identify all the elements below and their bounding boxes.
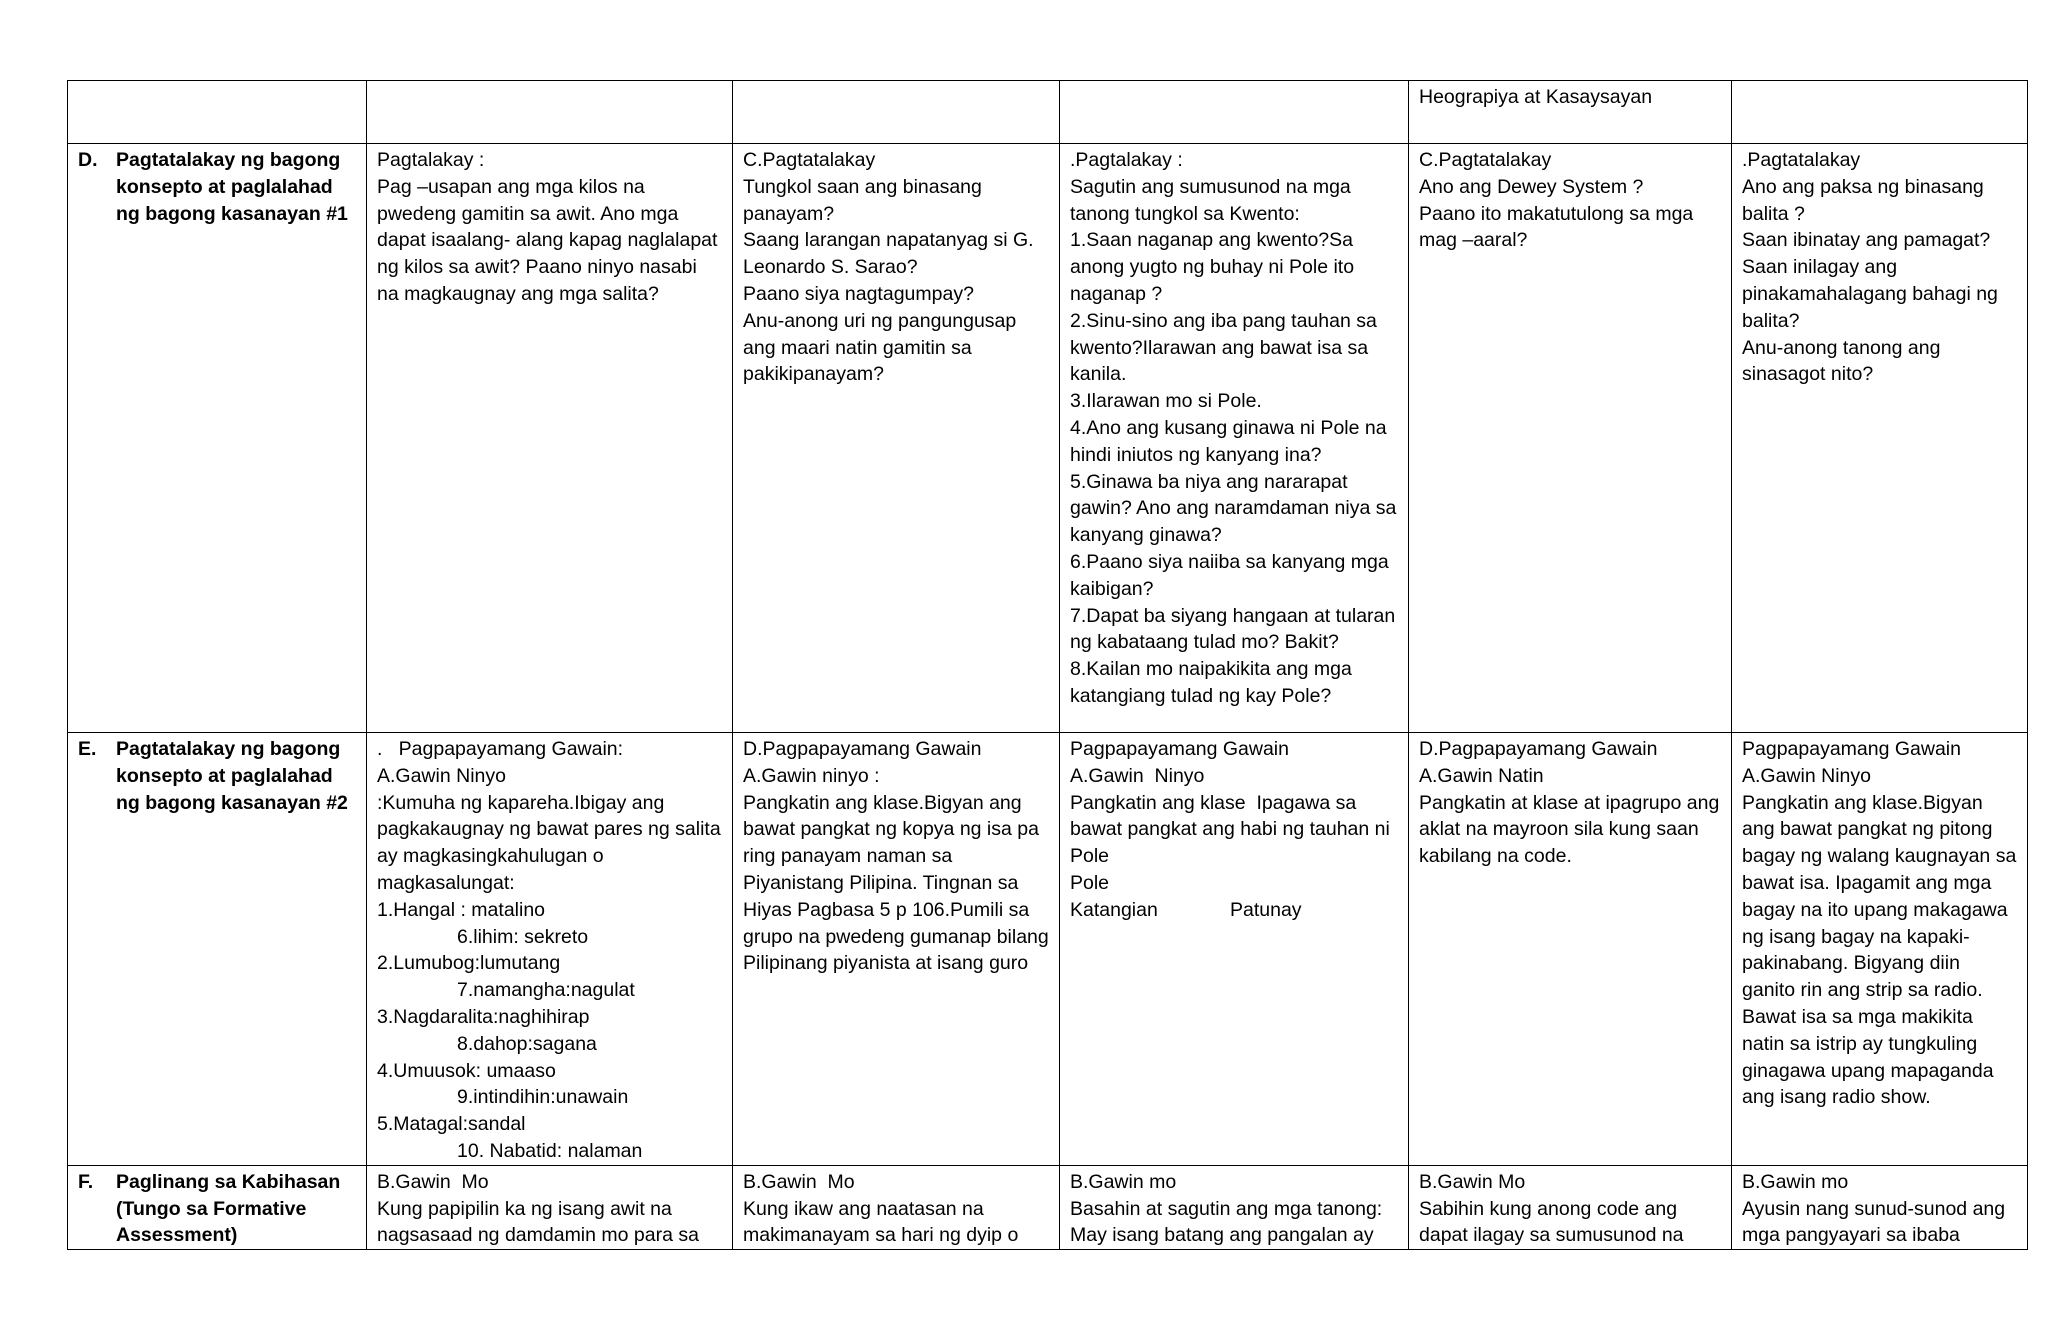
table-row-d <box>68 144 2028 733</box>
row-label: Pagtatalakay ng bagong konsepto at paglalahad ng bagong kasanayan #2 <box>116 738 348 814</box>
row-letter: D. <box>78 149 98 171</box>
row-label-cell <box>68 733 367 1166</box>
content-cell: B.Gawin mo Ayusin nang sunud-sunod ang mga pangyayari sa ibaba <box>1732 1165 2028 1249</box>
lesson-plan-table <box>67 80 2028 1250</box>
content-cell: D.Pagpapayamang Gawain A.Gawin ninyo : Pangkatin ang klase.Bigyan ang bawat pangkat ng kopya ng isa pa ring panayam naman sa Piyanistang Pilipina. Tingnan sa Hiyas Pagbasa 5 p 106.Pumili sa grupo na pwedeng gumanap bilang Pilipinang piyanista at isang guro <box>733 733 1060 1166</box>
content-cell: . Pagpapayamang Gawain: A.Gawin Ninyo :Kumuha ng kapareha.Ibigay ang pagkakaugnay ng bawat pares ng salita ay magkasingkahulugan o magkasalungat: 1.Hangal : matalino 6.lihim: sekreto 2.Lumubog:lumutang 7.namangha:nagulat 3.Nagdaralita:naghihirap 8.dahop:sagana 4.Umuusok: umaaso 9.intindihin:unawain 5.Matagal:sandal 10. Nabatid: nalaman <box>367 733 733 1166</box>
content-cell: C.Pagtatalakay Tungkol saan ang binasang panayam? Saang larangan napatanyag si G. Leonardo S. Sarao? Paano siya nagtagumpay? Anu-anong uri ng pangungusap ang maari natin gamitin sa pakikipanayam? <box>733 144 1060 733</box>
katangian-patunay-line <box>1070 897 1398 924</box>
subject-text: Heograpiya at Kasaysayan <box>1419 86 1653 108</box>
content-cell: Pagpapayamang Gawain A.Gawin Ninyo Pangkatin ang klase Ipagawa sa bawat pangkat ang habi ng tauhan ni Pole Pole Katangian Patunay <box>1060 733 1409 1166</box>
table-row-e <box>68 733 2028 1166</box>
katangian-label: Katangian <box>1070 898 1158 921</box>
header-cell <box>733 81 1060 144</box>
content-cell: B.Gawin mo Basahin at sagutin ang mga tanong: May isang batang ang pangalan ay <box>1060 1165 1409 1249</box>
patunay-label: Patunay <box>1230 898 1302 921</box>
header-cell <box>1732 81 2028 144</box>
content-cell: .Pagtalakay : Sagutin ang sumusunod na mga tanong tungkol sa Kwento: 1.Saan naganap ang kwento?Sa anong yugto ng buhay ni Pole ito naganap ? 2.Sinu-sino ang iba pang tauhan sa kwento?Ilarawan ang bawat isa sa kanila. 3.Ilarawan mo si Pole. 4.Ano ang kusang ginawa ni Pole na hindi iniutos ng kanyang ina? 5.Ginawa ba niya ang nararapat gawin? Ano ang naramdaman niya sa kanyang ginawa? 6.Paano siya naiiba sa kanyang mga kaibigan? 7.Dapat ba siyang hangaan at tularan ng kabataang tulad mo? Bakit? 8.Kailan mo naipakikita ang mga katangiang tulad ng kay Pole? <box>1060 144 1409 733</box>
row-label-cell <box>68 1165 367 1249</box>
row-label: Paglinang sa Kabihasan (Tungo sa Formative Assessment) <box>116 1170 341 1247</box>
content-cell: B.Gawin Mo Kung ikaw ang naatasan na makimanayam sa hari ng dyip o <box>733 1165 1060 1249</box>
lesson-plan-page <box>67 80 2027 1250</box>
content-cell: B.Gawin Mo Sabihin kung anong code ang dapat ilagay sa sumusunod na <box>1409 1165 1732 1249</box>
header-cell <box>68 81 367 144</box>
content-cell: .Pagtatalakay Ano ang paksa ng binasang balita ? Saan ibinatay ang pamagat? Saan inilagay ang pinakamahalagang bahagi ng balita? Anu-anong tanong ang sinasagot nito? <box>1732 144 2028 733</box>
row-letter: E. <box>78 738 97 760</box>
table-row-header <box>68 81 2028 144</box>
row-letter: F. <box>78 1170 94 1193</box>
content-cell: B.Gawin Mo Kung papipilin ka ng isang awit na nagsasaad ng damdamin mo para sa <box>367 1165 733 1249</box>
content-cell: Pagpapayamang Gawain A.Gawin Ninyo Pangkatin ang klase.Bigyan ang bawat pangkat ng pitong bagay ng walang kaugnayan sa bawat isa. Ipagamit ang mga bagay na ito upang makagawa ng isang bagay na kapaki-pakinabang. Bigyang diin ganito rin ang strip sa radio. Bawat isa sa mga makikita natin sa istrip ay tungkuling ginagawa upang mapaganda ang isang radio show. <box>1732 733 2028 1166</box>
content-cell: C.Pagtatalakay Ano ang Dewey System ? Paano ito makatutulong sa mga mag –aaral? <box>1409 144 1732 733</box>
row-label-cell <box>68 144 367 733</box>
header-cell <box>1060 81 1409 144</box>
header-cell <box>367 81 733 144</box>
header-cell-subject <box>1409 81 1732 144</box>
row-label: Pagtatalakay ng bagong konsepto at paglalahad ng bagong kasanayan #1 <box>116 149 348 225</box>
content-cell: D.Pagpapayamang Gawain A.Gawin Natin Pangkatin at klase at ipagrupo ang aklat na mayroon sila kung saan kabilang na code. <box>1409 733 1732 1166</box>
table-row-f <box>68 1165 2028 1249</box>
content-cell: Pagtalakay : Pag –usapan ang mga kilos na pwedeng gamitin sa awit. Ano mga dapat isaalang- alang kapag naglalapat ng kilos sa awit? Paano ninyo nasabi na magkaugnay ang mga salita? <box>367 144 733 733</box>
